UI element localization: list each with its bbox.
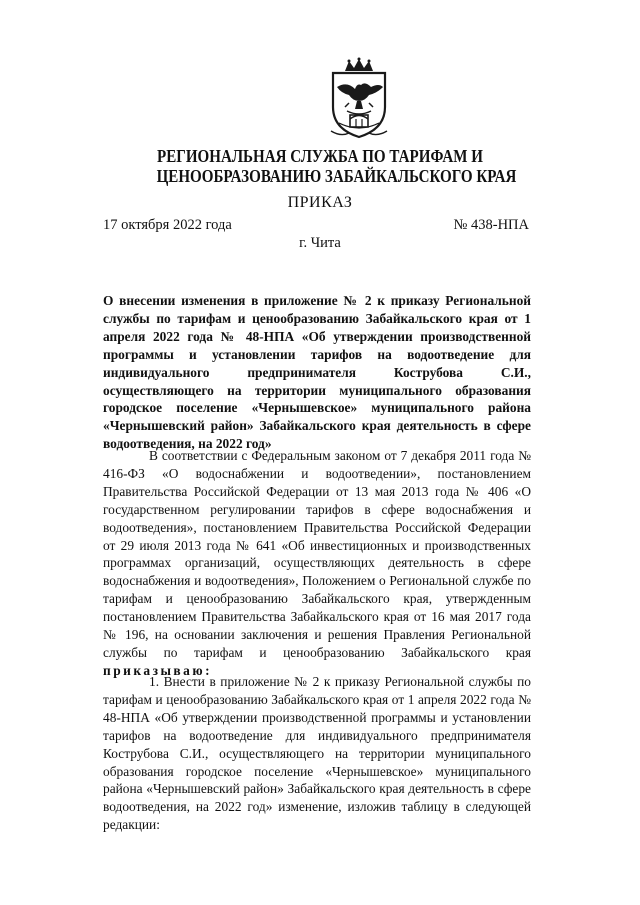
clause-1-text: 1. Внести в приложение № 2 к приказу Региональной службы по тарифам и ценообразованию Забайкальского края от 1 апреля 2022 года № 48-НПА «Об утверждении производственной программы и установлении тарифов на водоотведение для индивидуального предпринимателя Кострубова С.И., осуществляющего на территории муниципального образования городское поселение «Чернышевское» муниципального района «Чернышевский район» Забайкальского края деятельность в сфере водоотведения, на 2022 год» изменение, изложив таблицу в следующей редакции: (103, 674, 531, 833)
clause-1-paragraph (103, 673, 531, 834)
document-type: ПРИКАЗ (287, 194, 353, 211)
org-name-line-1: РЕГИОНАЛЬНАЯ СЛУЖБА ПО ТАРИФАМ И (157, 146, 483, 166)
preamble-text: В соответствии с Федеральным законом от 7 декабря 2011 года № 416-ФЗ «О водоснабжении и водоотведении», постановлением Правительства Российской Федерации от 13 мая 2013 года № 406 «О государственном регулировании тарифов в сфере водоснабжения и водоотведения», постановлением Правительства Российской Федерации от 29 июля 2013 года № 641 «Об инвестиционных и производственных программах организаций, осуществляющих деятельность в сфере водоснабжения и водоотведения», Положением о Региональной службе по тарифам и ценообразованию Забайкальского края, утвержденным постановлением Правительства Забайкальского края от 16 мая 2017 года № 196, на основании заключения и решения Правления Региональной службы по тарифам и ценообразованию Забайкальского края (103, 448, 531, 660)
order-word: приказываю: (103, 662, 213, 678)
document-city: г. Чита (299, 235, 341, 251)
order-title: О внесении изменения в приложение № 2 к приказу Региональной службы по тарифам и ценообразованию Забайкальского края от 1 апреля 2022 года № 48-НПА «Об утверждении производственной программы и установлении тарифов на водоотведение для индивидуального предпринимателя Кострубова С.И., осуществляющего на территории муниципального образования городское поселение «Чернышевское» муниципального района «Чернышевский район» Забайкальского края деятельность в сфере водоотведения, на 2022 год» (103, 293, 531, 452)
document-date: 17 октября 2022 года (103, 217, 232, 233)
org-name-line-2: ЦЕНООБРАЗОВАНИЮ ЗАБАЙКАЛЬСКОГО КРАЯ (156, 166, 517, 186)
coat-of-arms-emblem (327, 57, 391, 139)
preamble-paragraph (103, 447, 531, 680)
document-number: № 438-НПА (453, 217, 529, 233)
